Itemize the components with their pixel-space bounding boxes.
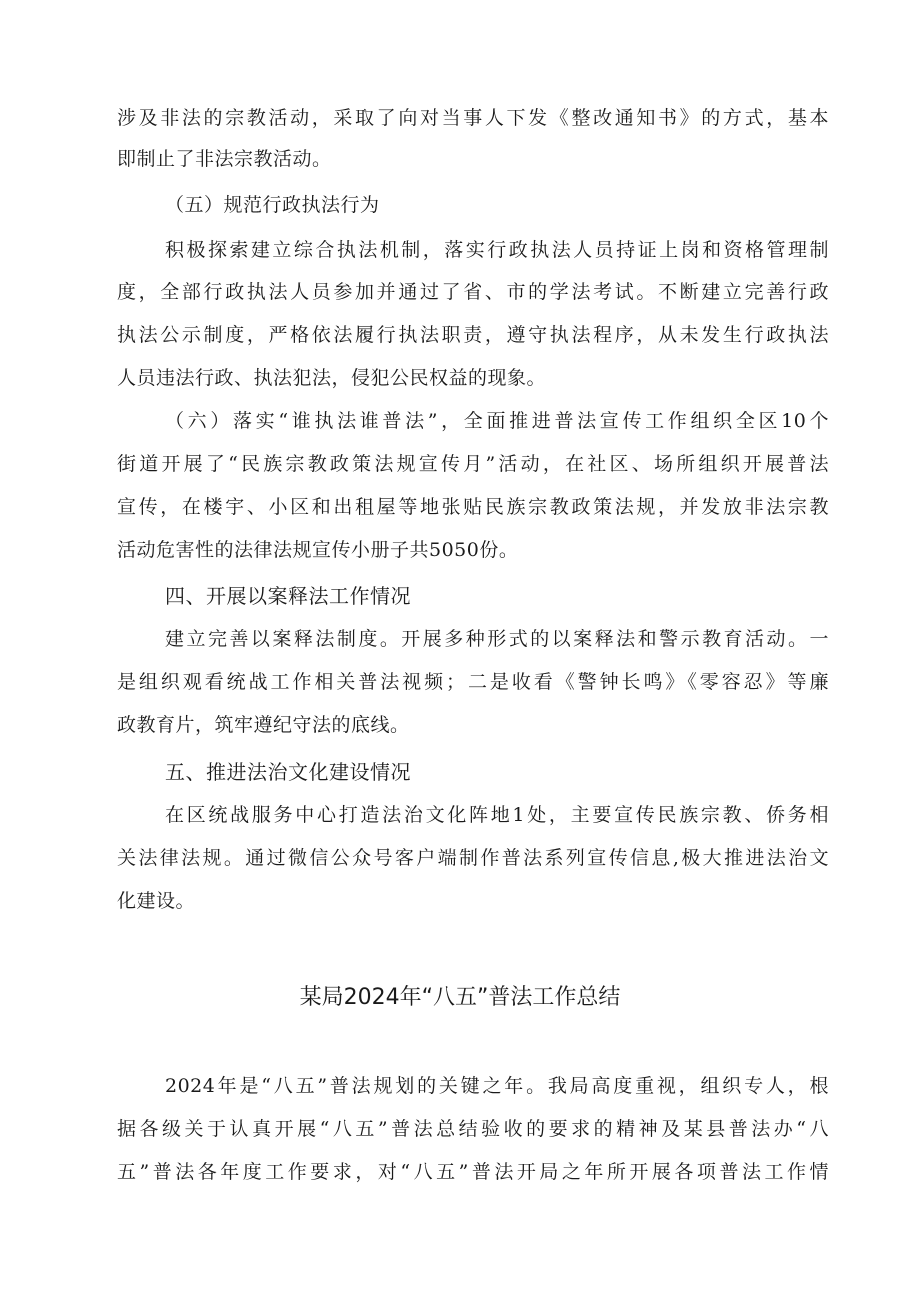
paragraph-line: 是组织观看统战工作相关普法视频；二是收看《警钟长鸣》《零容忍》等廉 (117, 671, 829, 693)
paragraph-line: 宣传，在楼宇、小区和出租屋等地张贴民族宗教政策法规，并发放非法宗教 (117, 496, 829, 518)
paragraph-line: 2024年是“八五”普法规划的关键之年。我局高度重视，组织专人，根 (165, 1075, 829, 1097)
section-four-heading: 四、开展以案释法工作情况 (165, 584, 411, 608)
paragraph-line: 人员违法行政、执法犯法，侵犯公民权益的现象。 (117, 367, 547, 389)
paragraph-line: 建立完善以案释法制度。开展多种形式的以案释法和警示教育活动。一 (165, 628, 829, 650)
item-five-heading: （五）规范行政执法行为 (165, 194, 380, 216)
paragraph-line: 活动危害性的法律法规宣传小册子共5050份。 (117, 539, 519, 561)
paragraph-line: 涉及非法的宗教活动，采取了向对当事人下发《整改通知书》的方式，基本 (117, 107, 829, 129)
paragraph-line: 政教育片，筑牢遵纪守法的底线。 (117, 714, 410, 736)
paragraph-line: 即制止了非法宗教活动。 (117, 148, 332, 170)
paragraph-line: 积极探索建立综合执法机制，落实行政执法人员持证上岗和资格管理制 (165, 239, 829, 261)
document-title: 某局2024年“八五”普法工作总结 (299, 985, 621, 1010)
paragraph-line: 据各级关于认真开展“八五”普法总结验收的要求的精神及某县普法办“八 (117, 1118, 829, 1140)
paragraph-line: 在区统战服务中心打造法治文化阵地1处，主要宣传民族宗教、侨务相 (165, 804, 829, 826)
paragraph-line: 街道开展了“民族宗教政策法规宣传月”活动，在社区、场所组织开展普法 (117, 453, 829, 475)
paragraph-line: 关法律法规。通过微信公众号客户端制作普法系列宣传信息,极大推进法治文 (117, 847, 829, 869)
paragraph-line: 五”普法各年度工作要求，对“八五”普法开局之年所开展各项普法工作情 (117, 1161, 829, 1183)
paragraph-line: 化建设。 (117, 890, 196, 912)
paragraph-line: 度，全部行政执法人员参加并通过了省、市的学法考试。不断建立完善行政 (117, 281, 829, 303)
paragraph-line: （六）落实“谁执法谁普法”，全面推进普法宣传工作组织全区10个 (165, 410, 829, 432)
paragraph-line: 执法公示制度，严格依法履行执法职责，遵守执法程序，从未发生行政执法 (117, 324, 829, 346)
section-five-heading: 五、推进法治文化建设情况 (165, 760, 411, 784)
